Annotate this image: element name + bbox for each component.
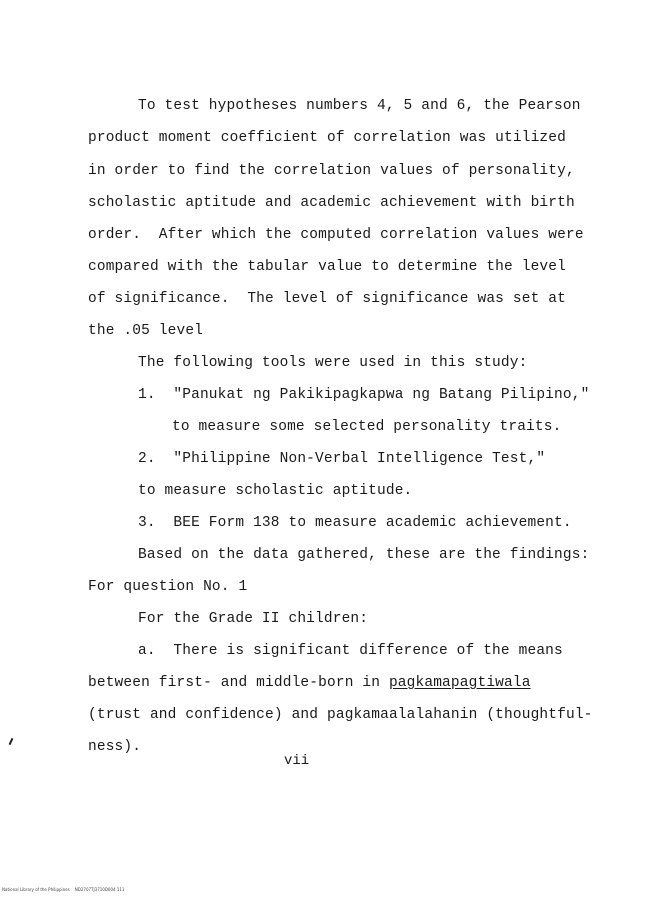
paragraph-line: order. After which the computed correlation values were [88, 227, 584, 243]
list-item-2: 2. "Philippine Non-Verbal Intelligence Test," [138, 451, 546, 467]
finding-a-continuation [88, 674, 531, 692]
list-item-1: 1. "Panukat ng Pakikipagkapwa ng Batang Pilipino," [138, 387, 590, 403]
paragraph-line: of significance. The level of significance was set at [88, 291, 566, 307]
tools-intro-line: The following tools were used in this study: [138, 355, 528, 371]
paragraph-line: product moment coefficient of correlation was utilized [88, 130, 566, 146]
finding-a-continuation-3: ness). [88, 739, 142, 755]
grade-heading: For the Grade II children: [138, 611, 369, 627]
list-item-2-continuation: to measure scholastic aptitude. [138, 483, 413, 499]
underlined-term: pagkamapagtiwala [388, 675, 531, 691]
question-heading: For question No. 1 [88, 579, 248, 595]
finding-a-line: a. There is significant difference of the means [138, 643, 563, 659]
footer-text: National Library of the Philippines ND2707TJ3710D004 111 [2, 887, 125, 892]
finding-a-text: between first- and middle-born in [88, 675, 389, 691]
scan-speck [9, 738, 14, 745]
list-item-3: 3. BEE Form 138 to measure academic achievement. [138, 515, 572, 531]
findings-intro-line: Based on the data gathered, these are the findings: [138, 547, 590, 563]
paragraph-line: in order to find the correlation values of personality, [88, 163, 575, 179]
list-item-1-continuation: to measure some selected personality traits. [172, 419, 562, 435]
paragraph-line: the .05 level [88, 323, 204, 339]
finding-a-continuation-2: (trust and confidence) and pagkamaalalahanin (thoughtful- [88, 707, 593, 723]
paragraph-line: scholastic aptitude and academic achievement with birth [88, 195, 575, 211]
paragraph-line: To test hypotheses numbers 4, 5 and 6, the Pearson [138, 98, 581, 114]
paragraph-line: compared with the tabular value to determine the level [88, 259, 566, 275]
page-number: vii [284, 753, 310, 769]
